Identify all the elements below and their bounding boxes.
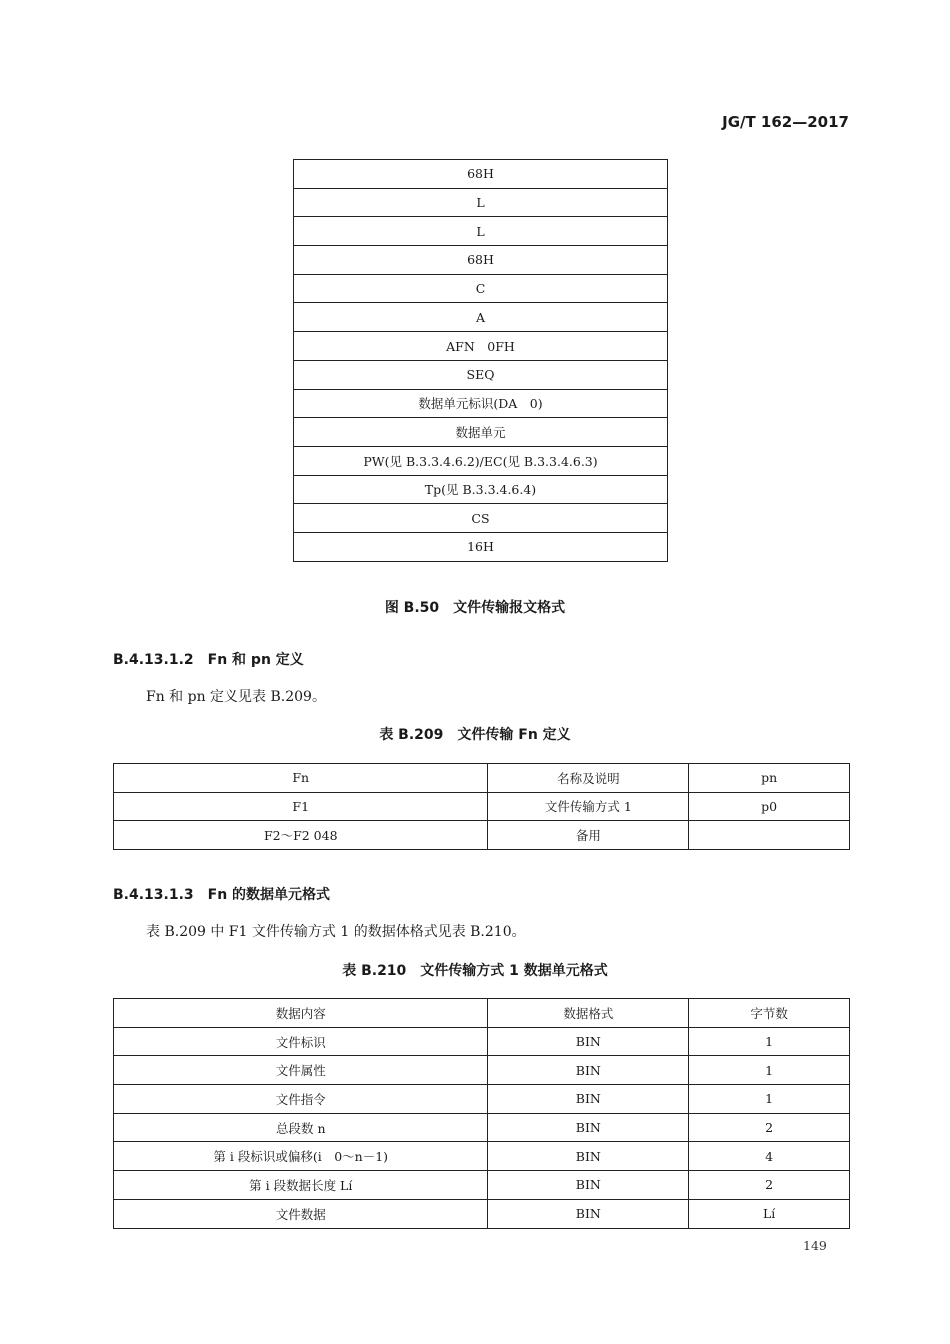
column-header: pn [689, 764, 850, 793]
page-number: 149 [803, 1238, 827, 1253]
table-row [114, 1027, 850, 1056]
frame-cell: SEQ [294, 360, 668, 389]
table-cell: BIN [488, 1113, 689, 1142]
table-210-caption: 表 B.210 文件传输方式 1 数据单元格式 [342, 963, 608, 979]
frame-row [294, 475, 668, 504]
table-cell: 文件传输方式 1 [488, 792, 689, 821]
frame-cell: 16H [294, 532, 668, 561]
figure-caption: 图 B.50 文件传输报文格式 [384, 600, 566, 616]
frame-row [294, 360, 668, 389]
table-row [114, 1171, 850, 1200]
table-cell: 2 [689, 1171, 850, 1200]
table-cell: F2～F2 048 [114, 821, 488, 850]
table-header-row [114, 764, 850, 793]
section-paragraph: Fn 和 pn 定义见表 B.209。 [146, 689, 326, 705]
column-header: Fn [114, 764, 488, 793]
table-210 [113, 998, 850, 1229]
table-cell: 文件指令 [114, 1085, 488, 1114]
table-cell: 总段数 n [114, 1113, 488, 1142]
frame-row [294, 160, 668, 189]
table-row [114, 792, 850, 821]
frame-row [294, 217, 668, 246]
frame-cell: 68H [294, 246, 668, 275]
frame-row [294, 532, 668, 561]
table-209 [113, 763, 850, 850]
table-cell: p0 [689, 792, 850, 821]
table-cell: 文件标识 [114, 1027, 488, 1056]
table-209-caption: 表 B.209 文件传输 Fn 定义 [379, 727, 571, 743]
frame-cell: Tp(见 B.3.3.4.6.4) [294, 475, 668, 504]
frame-row [294, 389, 668, 418]
column-header: 数据内容 [114, 999, 488, 1028]
frame-cell: A [294, 303, 668, 332]
frame-row [294, 303, 668, 332]
frame-cell: C [294, 274, 668, 303]
table-cell: 备用 [488, 821, 689, 850]
table-cell: 文件数据 [114, 1199, 488, 1228]
frame-cell: 数据单元 [294, 418, 668, 447]
table-cell: 1 [689, 1027, 850, 1056]
table-header-row [114, 999, 850, 1028]
column-header: 字节数 [689, 999, 850, 1028]
table-row [114, 1085, 850, 1114]
table-cell: 第 i 段标识或偏移(i 0～n－1) [114, 1142, 488, 1171]
table-cell: BIN [488, 1199, 689, 1228]
frame-cell: L [294, 217, 668, 246]
table-row [114, 821, 850, 850]
section-heading-fn-pn: B.4.13.1.2 Fn 和 pn 定义 [113, 652, 304, 668]
frame-row [294, 418, 668, 447]
table-row [114, 1113, 850, 1142]
frame-cell: CS [294, 504, 668, 533]
table-cell: 2 [689, 1113, 850, 1142]
frame-row [294, 188, 668, 217]
table-row [114, 1142, 850, 1171]
table-cell: 文件属性 [114, 1056, 488, 1085]
table-cell: BIN [488, 1027, 689, 1056]
table-cell: 1 [689, 1056, 850, 1085]
column-header: 名称及说明 [488, 764, 689, 793]
frame-cell: 68H [294, 160, 668, 189]
table-cell: 4 [689, 1142, 850, 1171]
table-row [114, 1056, 850, 1085]
frame-row [294, 446, 668, 475]
table-cell [689, 821, 850, 850]
section-heading-data-unit-format: B.4.13.1.3 Fn 的数据单元格式 [113, 887, 331, 903]
frame-cell: AFN 0FH [294, 332, 668, 361]
message-frame-diagram [293, 159, 668, 562]
frame-cell: L [294, 188, 668, 217]
table-row [114, 1199, 850, 1228]
frame-cell: 数据单元标识(DA 0) [294, 389, 668, 418]
table-cell: BIN [488, 1085, 689, 1114]
column-header: 数据格式 [488, 999, 689, 1028]
table-cell: Lí [689, 1199, 850, 1228]
section-paragraph: 表 B.209 中 F1 文件传输方式 1 的数据体格式见表 B.210。 [146, 924, 526, 940]
table-cell: BIN [488, 1171, 689, 1200]
table-cell: 第 i 段数据长度 Lí [114, 1171, 488, 1200]
frame-row [294, 504, 668, 533]
standard-number-header: JG/T 162—2017 [722, 113, 849, 131]
frame-cell: PW(见 B.3.3.4.6.2)/EC(见 B.3.3.4.6.3) [294, 446, 668, 475]
frame-row [294, 246, 668, 275]
table-cell: 1 [689, 1085, 850, 1114]
frame-row [294, 332, 668, 361]
table-cell: F1 [114, 792, 488, 821]
frame-row [294, 274, 668, 303]
table-cell: BIN [488, 1142, 689, 1171]
table-cell: BIN [488, 1056, 689, 1085]
